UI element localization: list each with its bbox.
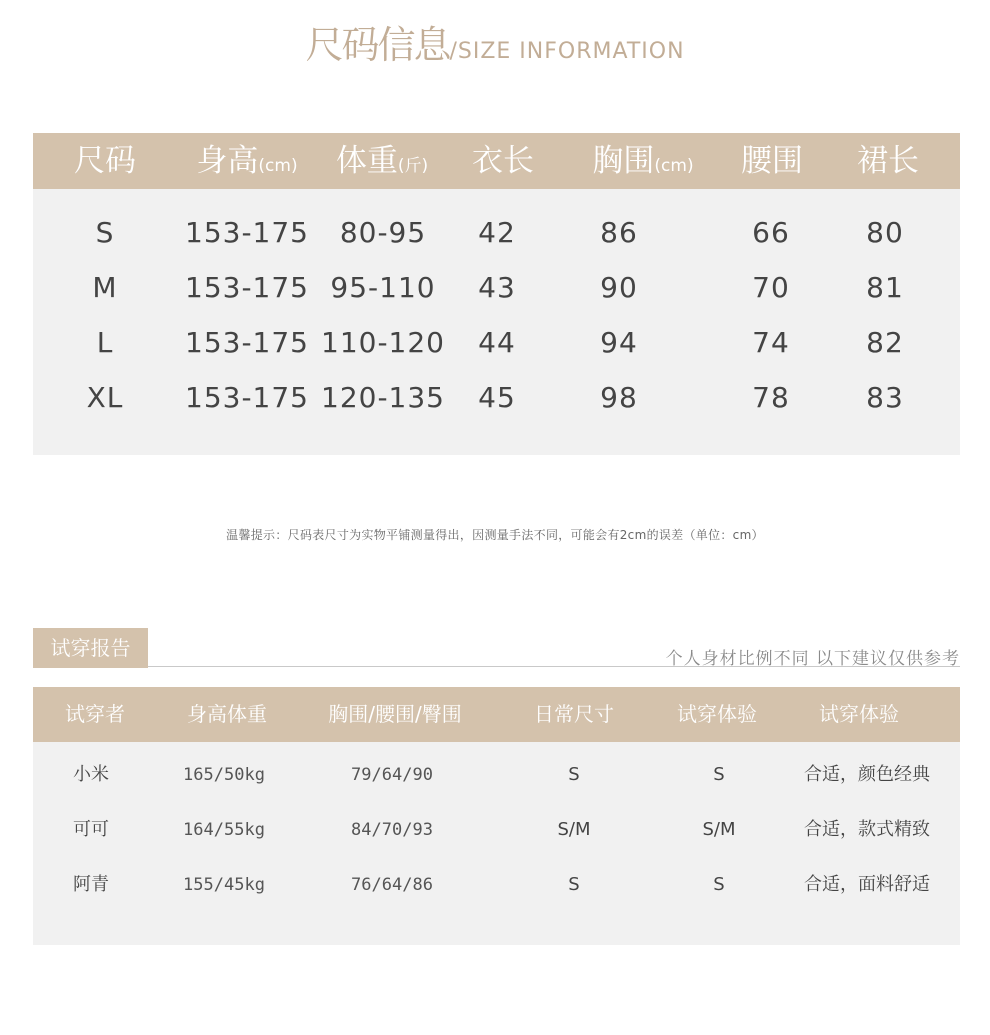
trial-feedback-col-header: 试穿体验 [819,702,899,726]
table-row: 小米 165/50kg 79/64/90 S S 合适，颜色经典 [73,764,930,785]
usual-size-col-header: 日常尺寸 [534,702,614,726]
bust-col-header: 胸围(cm) [592,143,694,179]
trial-table [33,687,960,945]
height-weight-col-header: 身高体重 [187,702,267,726]
page-title-cn: 尺码信息 [305,23,450,67]
report-disclaimer: 个人身材比例不同 以下建议仅供参考 [665,649,960,669]
length-col-header: 衣长 [472,143,534,179]
weight-col-header: 体重(斤) [335,143,429,179]
table-row: XL 153-175 120-135 45 98 78 83 [86,381,904,414]
trial-table-header [33,687,960,742]
height-col-header: 身高(cm) [196,143,298,179]
trial-report-tab: 试穿报告 [33,628,148,668]
waist-col-header: 腰围 [741,143,803,179]
table-row: 可可 164/55kg 84/70/93 S/M S/M 合适，款式精致 [73,819,930,840]
size-table-header [33,133,960,189]
skirt-length-col-header: 裙长 [857,143,919,179]
table-row: S 153-175 80-95 42 86 66 80 [95,216,904,249]
size-table [33,133,960,455]
table-row: 阿青 155/45kg 76/64/86 S S 合适，面料舒适 [73,874,930,895]
page-title [0,14,990,69]
page-title-en: /SIZE INFORMATION [449,39,685,64]
tester-col-header: 试穿者 [65,702,125,726]
measurement-note: 温馨提示：尺码表尺寸为实物平铺测量得出，因测量手法不同，可能会有2cm的误差（单位：cm） [226,528,764,542]
table-row: M 153-175 95-110 43 90 70 81 [92,271,904,304]
trial-size-col-header: 试穿体验 [677,702,757,726]
measurements-col-header: 胸围/腰围/臀围 [328,702,462,726]
size-col-header: 尺码 [74,143,136,179]
table-row: L 153-175 110-120 44 94 74 82 [96,326,904,359]
